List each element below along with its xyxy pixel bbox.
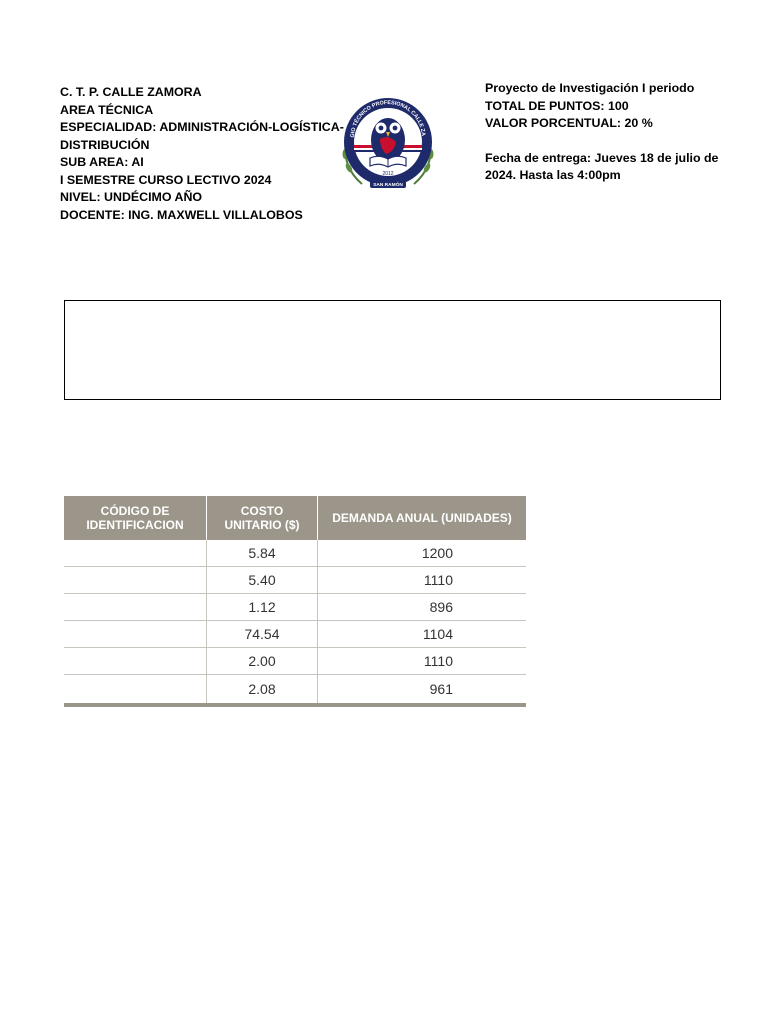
svg-text:SAN RAMÓN: SAN RAMÓN	[373, 183, 403, 188]
table-row	[64, 540, 526, 567]
total-points: TOTAL DE PUNTOS: 100	[485, 98, 629, 113]
header-code: CÓDIGO DE IDENTIFICACION	[64, 496, 207, 540]
spacer	[485, 133, 730, 150]
school-logo	[336, 82, 440, 200]
school-name: C. T. P. CALLE ZAMORA	[60, 85, 202, 99]
table-row	[64, 621, 526, 648]
specialty-label-cont: DISTRIBUCIÓN	[60, 137, 150, 152]
project-title: Proyecto de Investigación I periodo	[485, 81, 695, 95]
table-header-row	[64, 496, 526, 540]
cell-unit-cost: 74.54	[207, 621, 318, 648]
school-seal-icon	[336, 82, 440, 200]
cell-unit-cost: 2.00	[207, 648, 318, 675]
table-row	[64, 675, 526, 706]
specialty-label: ESPECIALIDAD: ADMINISTRACIÓN-LOGÍSTICA-	[60, 120, 344, 134]
cell-annual-demand: 1200	[318, 540, 527, 567]
semester-label: I SEMESTRE CURSO LECTIVO 2024	[60, 172, 272, 187]
header-unit-cost: COSTO UNITARIO ($)	[207, 496, 318, 540]
cell-unit-cost: 2.08	[207, 675, 318, 706]
due-date-line-2: 2024. Hasta las 4:00pm	[485, 168, 621, 182]
header-annual-demand: DEMANDA ANUAL (UNIDADES)	[318, 496, 527, 540]
cell-unit-cost: 5.84	[207, 540, 318, 567]
project-info	[485, 80, 730, 185]
subarea-label: SUB AREA: AI	[60, 155, 144, 169]
cell-code	[64, 594, 207, 621]
cell-annual-demand: 1104	[318, 621, 527, 648]
table-row	[64, 648, 526, 675]
cell-code	[64, 675, 207, 706]
cell-code	[64, 540, 207, 567]
cell-code	[64, 567, 207, 594]
inventory-table	[64, 496, 526, 707]
cell-code	[64, 648, 207, 675]
percentage-value: VALOR PORCENTUAL: 20 %	[485, 116, 653, 130]
table-row	[64, 594, 526, 621]
cell-unit-cost: 1.12	[207, 594, 318, 621]
level-label: NIVEL: UNDÉCIMO AÑO	[60, 190, 203, 204]
cell-annual-demand: 961	[318, 675, 527, 706]
area-label: AREA TÉCNICA	[60, 102, 154, 117]
school-info	[60, 84, 344, 224]
cell-code	[64, 621, 207, 648]
cell-annual-demand: 1110	[318, 567, 527, 594]
table-row	[64, 567, 526, 594]
teacher-label: DOCENTE: ING. MAXWELL VILLALOBOS	[60, 207, 303, 222]
cell-annual-demand: 896	[318, 594, 527, 621]
answer-box	[64, 300, 721, 400]
svg-text:2012: 2012	[382, 171, 394, 177]
due-date-line-1: Fecha de entrega: Jueves 18 de julio de	[485, 150, 719, 165]
cell-annual-demand: 1110	[318, 648, 527, 675]
svg-text:COLEGIO TÉCNICO PROFESIONAL CA: GIO TÉCNICO PROFESIONAL CALLE ZA	[349, 99, 426, 138]
cell-unit-cost: 5.40	[207, 567, 318, 594]
